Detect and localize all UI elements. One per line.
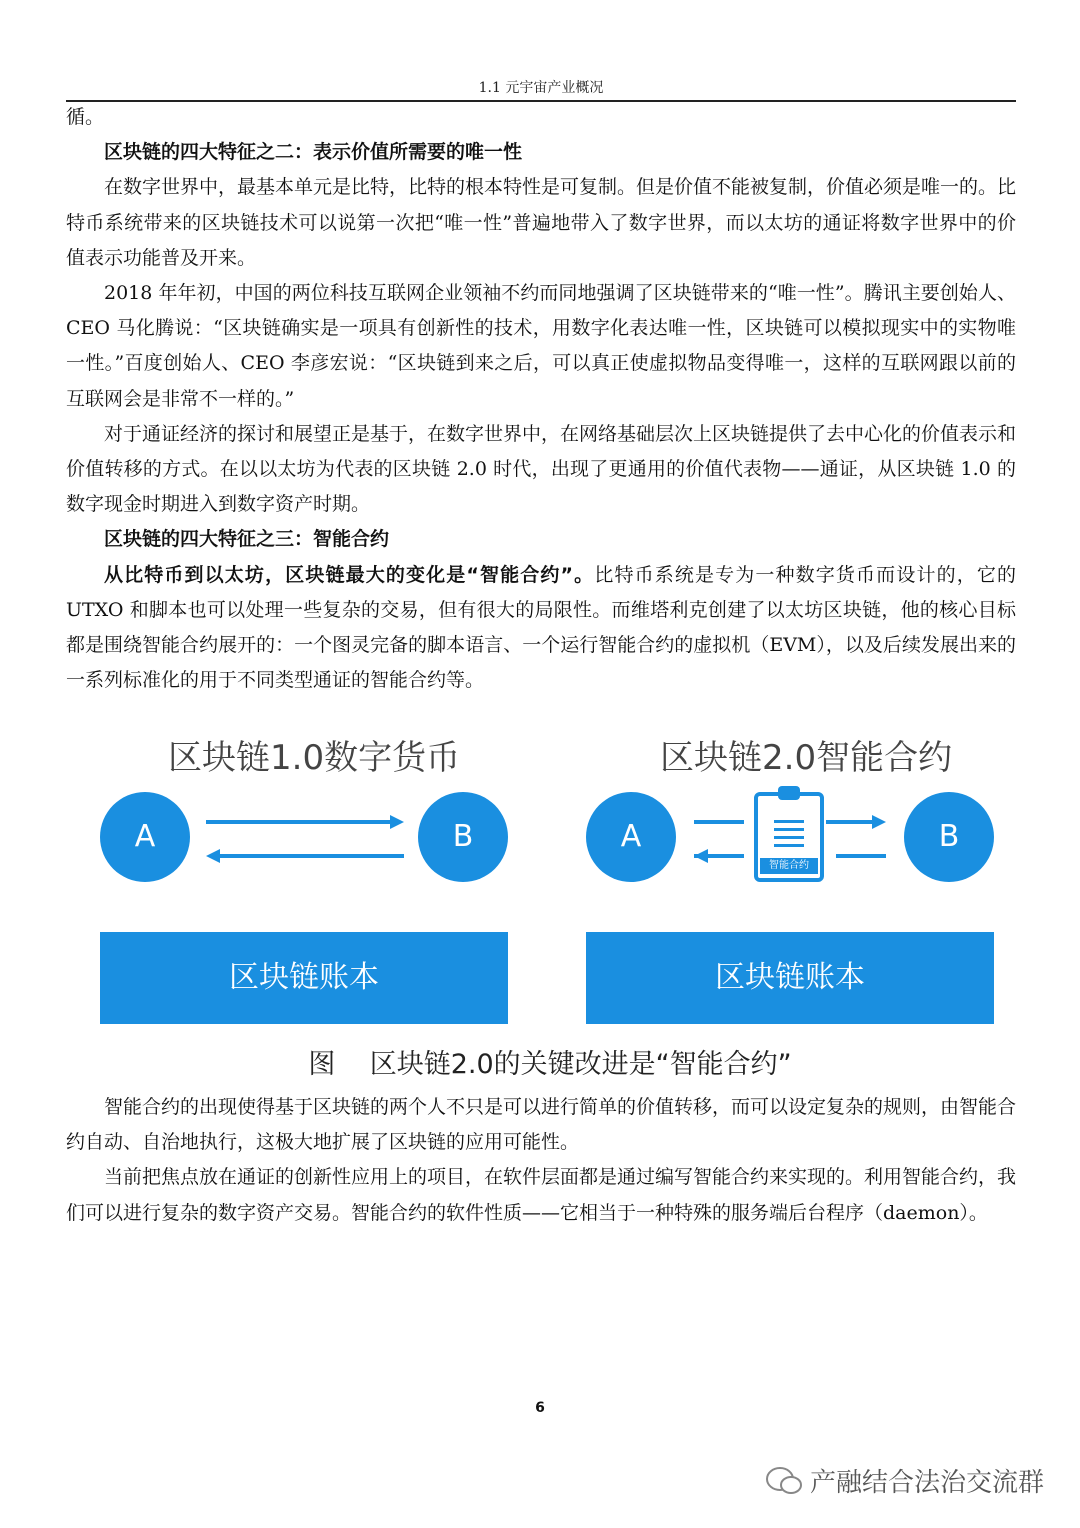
contract-clipboard-icon xyxy=(754,792,824,882)
contract-label: 智能合约 xyxy=(760,858,818,874)
paragraph-6: 当前把焦点放在通证的创新性应用上的项目，在软件层面都是通过编写智能合约来实现的。利用智能合约，我们可以进行复杂的数字资产交易。智能合约的软件性质——它相当于一种特殊的服务端后台程序（daemon）。 xyxy=(66,1166,1017,1224)
paragraph-5: 智能合约的出现使得基于区块链的两个人不只是可以进行简单的价值转移，而可以设定复杂的规则，由智能合约自动、自治地执行，这极大地扩展了区块链的应用可能性。 xyxy=(66,1096,1017,1154)
node-b-left: B xyxy=(418,792,508,882)
watermark-text: 产融结合法治交流群 xyxy=(809,1468,1044,1498)
node-b-right: B xyxy=(904,792,994,882)
blockchain-figure xyxy=(90,720,1010,1090)
header-title: 1.1 元宇宙产业概况 xyxy=(478,80,604,96)
document-body-continued xyxy=(66,1090,1016,1231)
watermark xyxy=(764,1462,1044,1499)
paragraph-4-rest: 比特币系统是专为一种数字货币而设计的，它的 UTXO 和脚本也可以处理一些复杂的交易，但有很大的局限性。而维塔利克创建了以太坊区块链，他的核心目标都是围绕智能合约展开的：一个图灵完备的脚本语言、一个运行智能合约的虚拟机（EVM），以及后续发展出来的一系列标准化的用于不同类型通证的智能合约等。 xyxy=(66,563,1016,692)
node-a-left: A xyxy=(100,792,190,882)
paragraph-4 xyxy=(66,558,1016,699)
figure-left-title: 区块链1.0数字货币 xyxy=(168,738,461,778)
figure-caption: 图 区块链2.0的关键改进是“智能合约” xyxy=(308,1049,792,1080)
section-heading-2: 区块链的四大特征之二：表示价值所需要的唯一性 xyxy=(104,141,523,164)
node-a-right: A xyxy=(586,792,676,882)
wechat-icon xyxy=(764,1465,804,1497)
paragraph-4-bold: 从比特币到以太坊，区块链最大的变化是“智能合约”。 xyxy=(104,563,595,586)
page-number: 6 xyxy=(535,1400,545,1416)
page-header xyxy=(66,76,1016,102)
paragraph-2: 2018 年年初，中国的两位科技互联网企业领袖不约而同地强调了区块链带来的“唯一性”。腾讯主要创始人、CEO 马化腾说：“区块链确实是一项具有创新性的技术，用数字化表达唯一性，区块链可以模拟现实中的实物唯一性。”百度创始人、CEO 李彦宏说：“区块链到来之后，可以真正使虚拟物品变得唯一，这样的互联网跟以前的互联网会是非常不一样的。” xyxy=(66,282,1016,410)
left-arrows-icon xyxy=(200,810,410,870)
figure-right-title: 区块链2.0智能合约 xyxy=(660,738,953,778)
paragraph-0: 循。 xyxy=(66,106,105,128)
ledger-right: 区块链账本 xyxy=(586,932,994,1024)
section-heading-3: 区块链的四大特征之三：智能合约 xyxy=(104,528,390,551)
ledger-left: 区块链账本 xyxy=(100,932,508,1024)
document-body xyxy=(66,100,1016,698)
paragraph-1: 在数字世界中，最基本单元是比特，比特的根本特性是可复制。但是价值不能被复制，价值必须是唯一的。比特币系统带来的区块链技术可以说第一次把“唯一性”普遍地带入了数字世界，而以太坊的通证将数字世界中的价值表示功能普及开来。 xyxy=(66,176,1017,269)
paragraph-3: 对于通证经济的探讨和展望正是基于，在数字世界中，在网络基础层次上区块链提供了去中心化的价值表示和价值转移的方式。在以以太坊为代表的区块链 2.0 时代，出现了更通用的价值代表物——通证，从区块链 1.0 的数字现金时期进入到数字资产时期。 xyxy=(66,422,1017,516)
